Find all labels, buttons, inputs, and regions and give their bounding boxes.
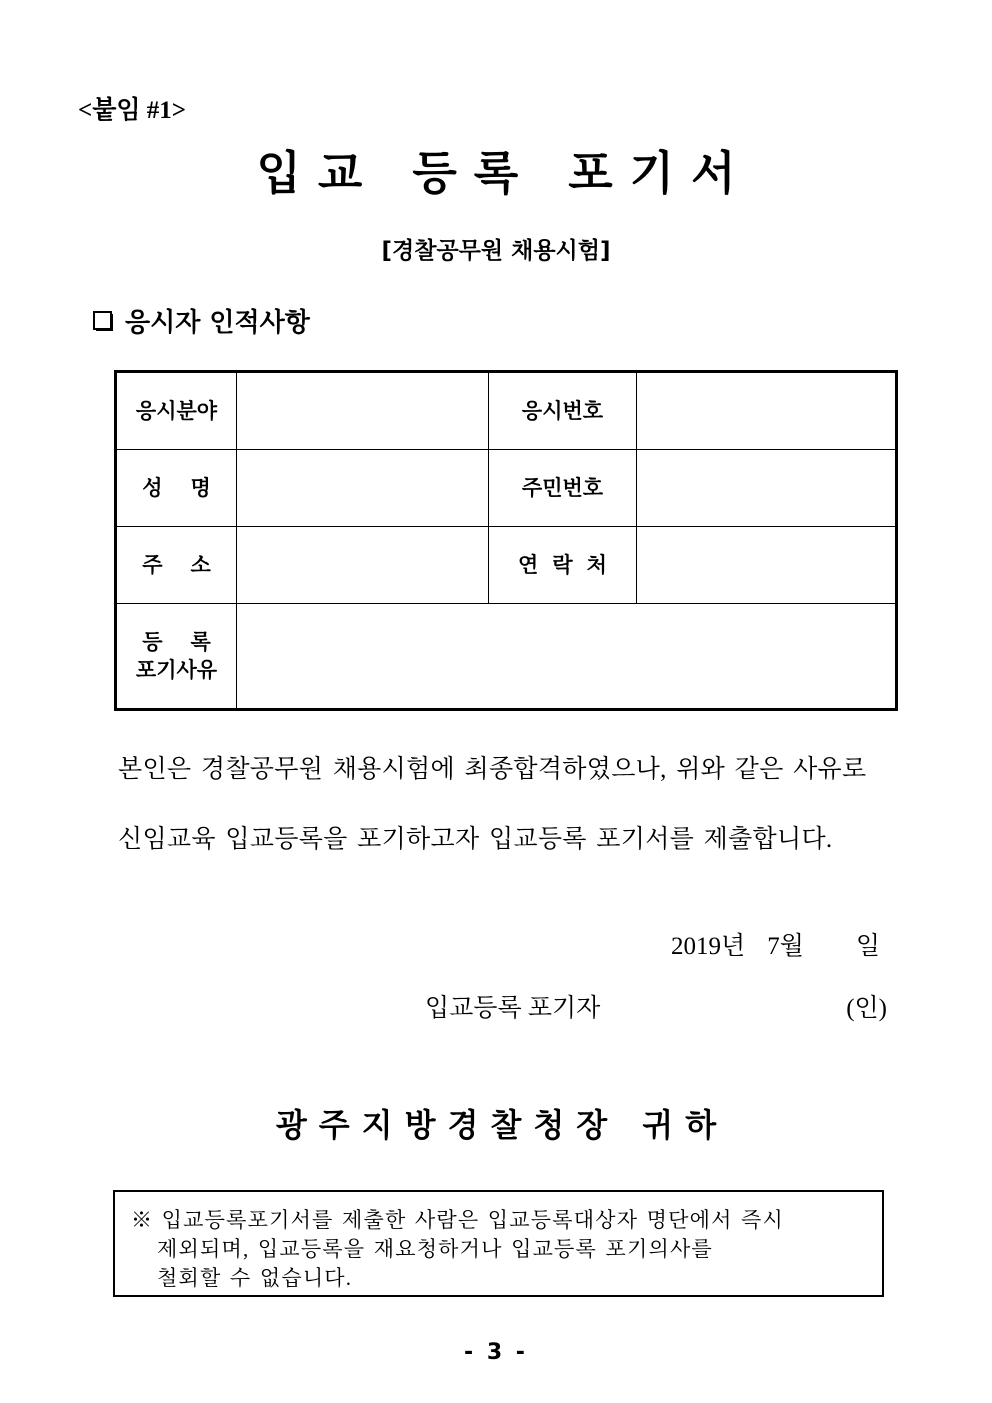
label-waiver-reason-part3: 포기사유 (135, 658, 218, 682)
label-waiver-reason (116, 604, 237, 710)
signature-line (425, 988, 887, 1024)
applicant-info-table (114, 370, 898, 711)
label-name (116, 450, 237, 527)
notice-line-1 (131, 1206, 866, 1235)
declaration-line-1: 본인은 경찰공무원 채용시험에 최종합격하였으나, 위와 같은 사유로 (118, 756, 867, 783)
empty-checkbox-icon (93, 311, 112, 330)
declaration-line-2: 신임교육 입교등록을 포기하고자 입교등록 포기서를 제출합니다. (118, 826, 833, 853)
page-title: 입교 등록 포기서 (256, 146, 753, 200)
notice-line-1-text: 입교등록포기서를 제출한 사람은 입교등록대상자 명단에서 즉시 (161, 1208, 785, 1232)
label-name-part1: 성 (142, 475, 163, 500)
recipient-line: 광주지방경찰청장 귀하 (275, 1106, 729, 1144)
notice-marker-icon: ※ (131, 1208, 154, 1232)
notice-text (131, 1206, 866, 1293)
page-subtitle: [경찰공무원 채용시험] (381, 238, 611, 264)
label-address (116, 527, 237, 604)
label-exam-number: 응시번호 (489, 372, 637, 450)
notice-line-3: 철회할 수 없습니다. (157, 1266, 353, 1290)
field-exam-field[interactable] (237, 372, 489, 450)
table-row (116, 450, 897, 527)
table-row (116, 604, 897, 710)
label-contact-part3: 처 (586, 552, 607, 577)
date-day: 일 (855, 933, 880, 960)
label-address-part1: 주 (142, 552, 163, 577)
field-contact[interactable] (637, 527, 897, 604)
signature-label: 입교등록 포기자 (425, 995, 601, 1022)
field-exam-number[interactable] (637, 372, 897, 450)
attachment-tag: <붙임 #1> (78, 97, 187, 124)
declaration-paragraph (118, 735, 898, 875)
section-heading-label: 응시자 인적사항 (125, 308, 310, 338)
label-name-part2: 명 (190, 475, 211, 500)
date-year: 2019년 (671, 933, 746, 960)
seal-marker: (인) (846, 995, 887, 1022)
field-waiver-reason[interactable] (237, 604, 897, 710)
label-resident-number: 주민번호 (489, 450, 637, 527)
label-contact (489, 527, 637, 604)
table-row (116, 527, 897, 604)
field-resident-number[interactable] (637, 450, 897, 527)
date-month: 7월 (767, 933, 804, 960)
date-line (0, 926, 880, 962)
label-contact-part2: 락 (552, 552, 573, 577)
label-contact-part1: 연 (518, 552, 539, 577)
notice-box (113, 1190, 884, 1297)
section-heading-applicant-info (93, 302, 310, 339)
label-address-part2: 소 (190, 552, 211, 577)
field-name[interactable] (237, 450, 489, 527)
table-row (116, 372, 897, 450)
label-waiver-reason-part2: 록 (190, 629, 211, 654)
page-number: - 3 - (464, 1340, 528, 1365)
notice-line-2: 제외되며, 입교등록을 재요청하거나 입교등록 포기의사를 (157, 1237, 713, 1261)
label-waiver-reason-part1: 등 (142, 629, 163, 654)
label-exam-field: 응시분야 (116, 372, 237, 450)
field-address[interactable] (237, 527, 489, 604)
